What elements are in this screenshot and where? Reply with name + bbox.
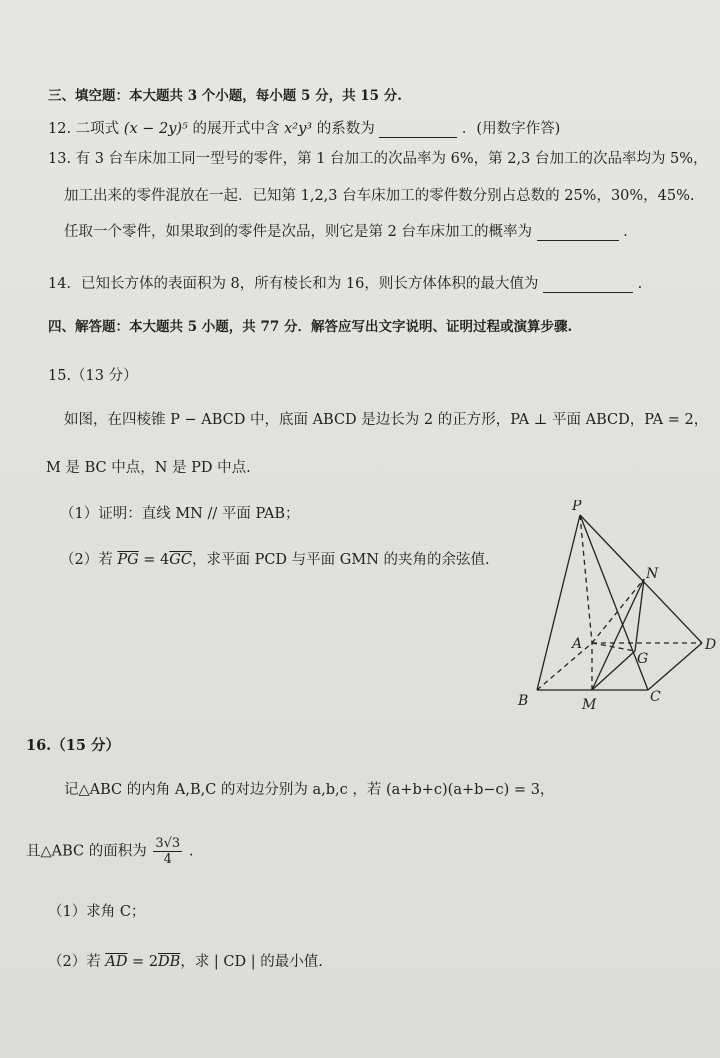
q12-text-before: 二项式 — [75, 121, 120, 137]
q12-number: 12. — [48, 121, 72, 137]
question-14 — [48, 272, 642, 293]
section3-heading: 三、填空题：本大题共 3 个小题，每小题 5 分，共 15 分. — [48, 88, 402, 104]
q12-text-mid: 的展开式中含 — [192, 121, 280, 137]
q16-vector-db: $\overline{DB}$ — [158, 954, 181, 970]
pyramid-figure — [510, 500, 720, 715]
segment-NM — [592, 579, 644, 690]
q16-part2 — [48, 950, 323, 971]
q15-part2-b: ，求平面 PCD 与平面 GMN 的夹角的余弦值. — [191, 552, 490, 568]
q16-stem2-b: . — [188, 843, 194, 860]
q13-line2: 加工出来的零件混放在一起．已知第 1,2,3 台车床加工的零件数分别占总数的 25%，30%，45%. — [64, 188, 695, 204]
label-M: M — [582, 697, 597, 713]
q14-text: 14．已知长方体的表面积为 8，所有棱长和为 16，则长方体体积的最大值为 — [48, 276, 539, 292]
q12-expression: (x − 2y)⁵ — [123, 121, 188, 137]
q13-answer-blank — [537, 226, 619, 241]
label-P: P — [572, 500, 582, 514]
label-D: D — [705, 637, 717, 653]
section4-heading: 四、解答题：本大题共 5 小题，共 77 分．解答应写出文字说明、证明过程或演算步骤. — [48, 319, 573, 335]
q16-stem-line2 — [26, 836, 193, 867]
q15-part2-a: （2）若 — [60, 552, 113, 568]
q12-answer-blank — [379, 123, 457, 138]
q16-part1: （1）求角 C； — [48, 904, 146, 920]
q13-end: . — [623, 224, 628, 240]
q13-line1: 13. 有 3 台车床加工同一型号的零件，第 1 台加工的次品率为 6%，第 2,3 台加工的次品率均为 5%， — [48, 151, 708, 167]
q16-part2-b: ，求 | CD | 的最小值. — [180, 954, 323, 970]
q15-header: 15.（13 分） — [48, 368, 138, 384]
edge-PD — [580, 515, 702, 643]
label-C: C — [650, 689, 661, 705]
edge-BA — [537, 643, 592, 690]
q16-stem-line1: 记△ABC 的内角 A,B,C 的对边分别为 a,b,c ，若 (a+b+c)(a+b−c) = 3， — [64, 782, 555, 798]
q13-line3: 任取一个零件，如果取到的零件是次品，则它是第 2 台车床加工的概率为 — [64, 224, 532, 240]
label-B: B — [518, 693, 529, 709]
label-N: N — [646, 566, 659, 582]
q16-part2-eq: = 2 — [127, 954, 159, 970]
q16-area-fraction — [153, 836, 182, 867]
q15-part2 — [60, 548, 490, 569]
edge-PB — [537, 515, 583, 690]
q14-end: . — [637, 276, 643, 292]
label-G: G — [637, 651, 649, 667]
q15-part1: （1）证明：直线 MN // 平面 PAB； — [60, 506, 300, 522]
q16-frac-numerator: 3√3 — [155, 836, 181, 851]
q16-stem2-a: 且△ABC 的面积为 — [26, 843, 147, 860]
edge-PA — [580, 515, 592, 643]
q13-line3-wrap — [64, 220, 628, 241]
q15-stem-line2: M 是 BC 中点，N 是 PD 中点. — [46, 460, 251, 476]
q16-frac-denominator: 4 — [163, 852, 172, 867]
label-A: A — [572, 636, 583, 652]
q12-text-after: 的系数为 — [316, 121, 375, 137]
q12-term: x²y³ — [284, 121, 313, 137]
q16-vector-ad: $\overline{AD}$ — [105, 954, 128, 970]
q14-answer-blank — [543, 278, 633, 293]
q16-header: 16.（15 分） — [26, 737, 120, 754]
edge-CD — [648, 643, 702, 690]
q15-stem-line1: 如图，在四棱锥 P − ABCD 中，底面 ABCD 是边长为 2 的正方形，PA ⊥ 平面 ABCD，PA = 2， — [64, 412, 709, 428]
q15-vector-gc: $\overline{GC}$ — [169, 552, 192, 568]
segment-GM — [592, 651, 635, 690]
q12-note: ．(用数字作答) — [461, 121, 561, 137]
q15-vector-pg: $\overline{PG}$ — [117, 552, 139, 568]
question-12 — [48, 117, 560, 138]
q15-part2-eq: = 4 — [138, 552, 170, 568]
q16-part2-a: （2）若 — [48, 954, 101, 970]
